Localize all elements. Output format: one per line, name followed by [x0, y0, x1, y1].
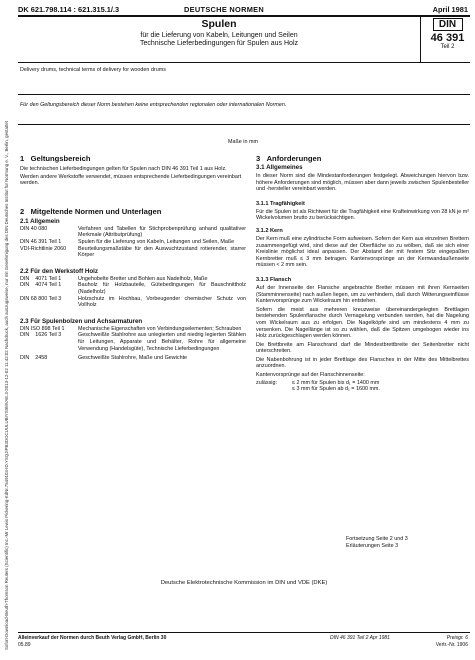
ref-row: [20, 282, 246, 295]
section-3-title: Anforderungen: [266, 154, 322, 163]
section-1-number: 1: [20, 154, 25, 163]
ref-text: Spulen für die Lieferung von Kabeln, Leitungen und Seilen, Maße: [78, 238, 235, 245]
scope-note: Für den Geltungsbereich dieser Norm bestehen keine entsprechenden regionalen oder internationalen Normen.: [20, 102, 287, 108]
section-2-number: 2: [20, 206, 25, 216]
title-bottom-rule: [18, 62, 470, 63]
ref-code: VDI-Richtlinie 2060: [20, 245, 67, 252]
ref-code: DIN 1626 Teil 3: [20, 332, 62, 339]
ref-code: DIN 2458: [20, 355, 48, 362]
ref-row: [20, 352, 246, 362]
ref-code: DIN 40 080: [20, 225, 48, 232]
explanations-page: Erläuterungen Seite 3: [346, 542, 399, 549]
section-1-heading: [20, 154, 246, 163]
footer-sales: Alleinverkauf der Normen durch Beuth Verlag GmbH, Berlin 30: [18, 635, 167, 641]
ref-row: [20, 226, 246, 239]
section-3-1-paragraph: In dieser Norm sind die Mindestanforderungen festgelegt. Abweichungen hiervon bzw. höhere Anforderungen sind möglich, müssen aber dann jeweils zwischen Spulenbesteller und -hersteller vereinbart werden.: [256, 173, 469, 193]
dk-number: DK 621.798.114 : 621.315.1/.3: [18, 5, 120, 14]
english-title: Delivery drums, technical terms of delivery for wooden drums: [20, 67, 166, 73]
footer-rule: [18, 632, 470, 633]
continuation-note: [346, 536, 408, 549]
sidebar-text: Sofort-Download-Beuth-Thomson Reuters (Scientific) Inc.-Mr Lewis Pickering-KdNr.7549103-ID.YSQJIPB3DOCUULUBIYS9MVAE.3-2013-12-02 11:42:02 Nachdruck, auch auszugsweise, nur mit Genehmigung des DIN Deutsches Institut für Normung e. V., Berlin, gestattet: [4, 121, 9, 650]
section-3-1-1-heading: 3.1.1 Tragfähigkeit: [256, 200, 305, 207]
ref-code: DIN 4071 Teil 1: [20, 275, 62, 282]
ref-row: [20, 332, 246, 352]
ref-row: [20, 246, 246, 259]
footer-price: Preisgr. 6: [446, 635, 468, 641]
ref-text: Ungehobelte Bretter und Bohlen aus Nadelholz, Maße: [78, 275, 208, 282]
section-1-title: Geltungsbereich: [30, 154, 91, 163]
tolerance-values: [292, 380, 380, 393]
english-rule: [18, 94, 470, 95]
ref-row: [20, 326, 246, 333]
doc-title: Spulen: [201, 18, 237, 30]
section-3-1-3-paragraph-d: Die Nabenbohrung ist in jeder Brettlage des Flansches in der Mitte des Mittelbrettes anzuordnen.: [256, 356, 469, 370]
ref-row: [20, 276, 246, 283]
din-part: Teil 2: [440, 44, 455, 50]
section-3-1-3-heading: 3.1.3 Flansch: [256, 276, 292, 283]
tolerance-label: zulässig:: [256, 379, 277, 386]
ref-code: DIN 68 800 Teil 3: [20, 295, 62, 302]
refs-2-3: [20, 326, 246, 362]
ref-text: Holzschutz im Hochbau, Vorbeugender chemischer Schutz von Vollholz: [78, 295, 246, 309]
ref-code: DIN 46 391 Teil 1: [20, 238, 62, 245]
footer-ref: DIN 46 391 Teil 2 Apr 1981: [330, 635, 390, 641]
section-3-1-3-paragraph-c: Die Brettbreite am Flanschrand darf die Mindestbrettbreite der Seitenbretter nicht unterschreiten.: [256, 341, 469, 355]
doc-subtitle-1: für die Lieferung von Kabeln, Leitungen und Seilen: [140, 32, 298, 39]
section-2-1-heading: 2.1 Allgemein: [20, 217, 60, 225]
ref-text: Mechanische Eigenschaften von Verbindungselementen; Schrauben: [78, 325, 242, 332]
section-2-3-heading: 2.3 Für Spulenbolzen und Achsarmaturen: [20, 317, 143, 325]
din-logo: DIN: [433, 18, 463, 31]
ref-text: Verfahren und Tabellen für Stichprobenprüfung anhand qualitativer Merkmale (Attributprüfung): [78, 225, 246, 239]
section-3-1-3-paragraph-e: Kantenvorsprünge auf der Flanschinnenseite:: [256, 372, 365, 379]
date: April 1981: [432, 5, 468, 14]
section-1-paragraph-1: Die technischen Lieferbedingungen gelten für Spulen nach DIN 46 391 Teil 1 aus Holz.: [20, 166, 227, 172]
section-3-1-1-paragraph: Für die Spulen ist als Richtwert für die Tragfähigkeit eine Krafteinwirkung von 28 kN je m² Wickelvolumen brutto zu berücksichtigen.: [256, 208, 469, 222]
ref-code: DIN ISO 898 Teil 1: [20, 325, 65, 332]
refs-2-2: [20, 276, 246, 309]
doc-subtitle-2: Technische Lieferbedingungen für Spulen aus Holz: [140, 40, 298, 47]
continued-pages: Fortsetzung Seite 2 und 3: [346, 536, 408, 542]
ref-code: DIN 4074 Teil 1: [20, 282, 62, 289]
ref-text: Beurteilungsmaßstäbe für den Auswuchtzustand rotierender, starrer Körper: [78, 245, 246, 259]
left-column: [20, 154, 246, 362]
ref-row: [20, 296, 246, 309]
section-1-paragraph-2: Werden andere Werkstoffe verwendet, müssen entsprechende Lieferbedingungen vereinbart werden.: [20, 173, 242, 187]
din-number: 46 391: [430, 32, 465, 44]
scope-rule: [18, 124, 470, 125]
section-3-number: 3: [256, 154, 261, 163]
ref-text: Bauholz für Holzbauteile, Gütebedingungen für Bauschnittholz (Nadelholz): [78, 282, 246, 295]
header-bar: [18, 5, 470, 15]
din-block: [425, 17, 470, 61]
section-3-1-2-heading: 3.1.2 Kern: [256, 227, 283, 234]
title-divider: [420, 16, 421, 62]
section-3-1-heading: 3.1 Allgemeines: [256, 164, 303, 171]
committee-line: Deutsche Elektrotechnische Kommission im DIN und VDE (DKE): [160, 580, 328, 586]
side-copyright-text: [4, 121, 14, 650]
units-note: Maße in mm: [228, 139, 258, 145]
section-3-1-2-paragraph: Der Kern muß eine zylindrische Form aufweisen. Sofern der Kern aus einzelnen Brettern zusammengefügt wird, sind diese auf der Oberfläche so zu wölben, daß sie sich einer Kreislinie möglichst ideal anpassen. Der Abstand der mit festem Sitz eingepaßten Kernbretter muß ≤ 3 mm betragen. Kantenvorsprünge an der Kernwandaußenseite müssen < 2 mm sein.: [256, 235, 469, 269]
footer-code: 05.89: [18, 642, 31, 648]
title-block: [18, 17, 420, 59]
section-3-heading: [256, 154, 469, 163]
ref-text: Geschweißte Stahlrohre aus unlegierten und niedrig legierten Stählen für Leitungen, Apparate und Behälter, Rohre für allgemeine Verwendung (Handelsgüte), Technische Lieferbedingungen: [78, 332, 246, 352]
refs-2-1: [20, 226, 246, 259]
publisher: DEUTSCHE NORMEN: [184, 5, 265, 14]
footer-vertr: Vertr.-Nr. 1906: [435, 642, 468, 648]
section-2-2-heading: 2.2 Für den Werkstoff Holz: [20, 267, 98, 275]
section-2-title: Mitgeltende Normen und Unterlagen: [30, 206, 162, 216]
tolerance-1: ≤ 2 mm für Spulen bis d₁ = 1400 mm: [292, 379, 380, 386]
tolerance-list: [256, 380, 469, 393]
section-3-1-3-paragraph-a: Auf der Innenseite der Flansche angebrachte Bretter müssen mit ihren Kernseiten (Stamminnenseite) nach außen liegen, um zu verhindern, daß durch Witterungseinflüsse Kantenvorsprünge zum Wickelraum hin entstehen.: [256, 284, 469, 305]
section-3-1-3-paragraph-b: Sofern die meist aus mehreren kreuzweise übereinandergelegten Brettlagen bestehenden Spulenflansche durch Vernagelung verbunden werden, hat die Nagelung vom Wickelraum aus zu erfolgen. Die Nagelköpfe sind um mindestens 4 mm zu versenken. Die Nagellänge ist so zu wählen, daß die Spitzen umgebogen wieder ins Holz zurückgeschlagen werden können.: [256, 306, 469, 340]
ref-text: Geschweißte Stahlrohre, Maße und Gewichte: [78, 355, 188, 362]
ref-row: [20, 239, 246, 246]
section-2-heading: [20, 207, 246, 216]
right-column: [256, 154, 469, 393]
tolerance-2: ≤ 3 mm für Spulen ab d₁ = 1600 mm.: [292, 386, 380, 393]
